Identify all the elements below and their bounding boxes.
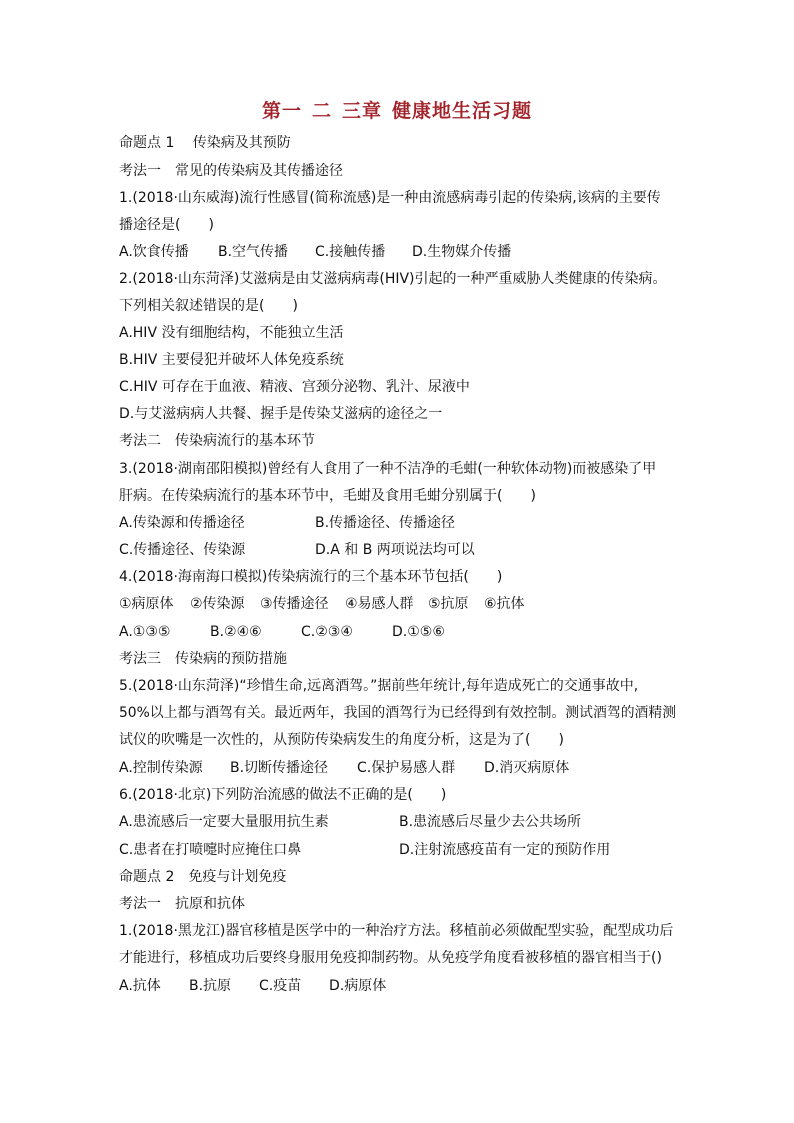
q2-option-a: A.HIV 没有细胞结构，不能独立生活 — [119, 325, 344, 341]
question-1-line-2: 播途径是( ) — [119, 217, 214, 233]
q3-option-b: B.传播途径、传播途径 — [315, 515, 456, 531]
title-part-4: 健康地生活习题 — [392, 100, 533, 122]
method-heading-2: 考法二 传染病流行的基本环节 — [119, 433, 315, 449]
s2-q1-option-c: C.疫苗 — [259, 978, 302, 994]
q4-option-c: C.②③④ — [301, 624, 353, 640]
q2-option-d: D.与艾滋病病人共餐、握手是传染艾滋病的途径之一 — [119, 406, 443, 422]
q3-option-a: A.传染源和传播途径 — [119, 515, 245, 531]
q4-item-2: ②传染源 — [190, 596, 245, 612]
q4-option-b: B.②④⑥ — [210, 624, 262, 640]
q6-option-a: A.患流感后一定要大量服用抗生素 — [119, 814, 329, 830]
s2-q1-option-b: B.抗原 — [189, 978, 232, 994]
q4-item-3: ③传播途径 — [260, 596, 329, 612]
question-3-line-1: 3.(2018·湖南邵阳模拟)曾经有人食用了一种不洁净的毛蚶(一种软体动物)而被感染了甲 — [119, 461, 657, 477]
q4-item-5: ⑤抗原 — [428, 596, 469, 612]
method-heading-1: 考法一 常见的传染病及其传播途径 — [119, 163, 343, 179]
q4-item-6: ⑥抗体 — [484, 596, 525, 612]
question-2-line-2: 下列相关叙述错误的是( ) — [119, 298, 298, 314]
question-4-line-1: 4.(2018·海南海口模拟)传染病流行的三个基本环节包括( ) — [119, 569, 503, 585]
question-5-line-1: 5.(2018·山东菏泽)“珍惜生命,远离酒驾。”据前些年统计,每年造成死亡的交通事故中, — [119, 678, 639, 694]
q4-option-a: A.①③⑤ — [119, 624, 171, 640]
q5-option-c: C.保护易感人群 — [357, 760, 456, 776]
q1-option-b: B.空气传播 — [218, 244, 289, 260]
method-heading-4: 考法一 抗原和抗体 — [119, 896, 245, 912]
page-title — [0, 96, 794, 123]
q5-option-d: D.消灭病原体 — [484, 760, 570, 776]
proposition-heading-1: 命题点 1 传染病及其预防 — [119, 135, 291, 151]
q6-option-d: D.注射流感疫苗有一定的预防作用 — [399, 842, 611, 858]
method-heading-3: 考法三 传染病的预防措施 — [119, 651, 287, 667]
proposition-heading-2: 命题点 2 免疫与计划免疫 — [119, 869, 287, 885]
question-6-line-1: 6.(2018·北京)下列防治流感的做法不正确的是( ) — [119, 787, 447, 803]
question-5-line-2: 50%以上都与酒驾有关。最近两年，我国的酒驾行为已经得到有效控制。测试酒驾的酒精测 — [119, 705, 677, 721]
q5-option-b: B.切断传播途径 — [230, 760, 329, 776]
title-part-2: 二 — [311, 100, 332, 122]
s2-question-1-line-1: 1.(2018·黑龙江)器官移植是医学中的一种治疗方法。移植前必须做配型实验，配型成功后 — [119, 923, 674, 939]
q4-item-1: ①病原体 — [119, 596, 174, 612]
title-part-1: 第一 — [261, 100, 302, 122]
question-3-line-2: 肝病。在传染病流行的基本环节中，毛蚶及食用毛蚶分别属于( ) — [119, 488, 536, 504]
q4-option-d: D.①⑤⑥ — [392, 624, 445, 640]
q6-option-b: B.患流感后尽量少去公共场所 — [399, 814, 582, 830]
q2-option-b: B.HIV 主要侵犯并破坏人体免疫系统 — [119, 352, 344, 368]
q1-option-d: D.生物媒介传播 — [412, 244, 512, 260]
s2-q1-option-a: A.抗体 — [119, 978, 161, 994]
s2-q1-option-d: D.病原体 — [329, 978, 387, 994]
q5-option-a: A.控制传染源 — [119, 760, 203, 776]
s2-question-1-line-2: 才能进行，移植成功后要终身服用免疫抑制药物。从免疫学角度看被移植的器官相当于() — [119, 950, 662, 966]
q6-option-c: C.患者在打喷嚏时应掩住口鼻 — [119, 842, 302, 858]
q1-option-a: A.饮食传播 — [119, 244, 189, 260]
q2-option-c: C.HIV 可存在于血液、精液、宫颈分泌物、乳汁、尿液中 — [119, 379, 470, 395]
q3-option-d: D.A 和 B 两项说法均可以 — [315, 542, 475, 558]
title-part-3: 三章 — [342, 100, 383, 122]
question-1-line-1: 1.(2018·山东威海)流行性感冒(简称流感)是一种由流感病毒引起的传染病,该病的主要传 — [119, 190, 661, 206]
question-2-line-1: 2.(2018·山东菏泽)艾滋病是由艾滋病病毒(HIV)引起的一种严重威胁人类健康的传染病。 — [119, 271, 667, 287]
q3-option-c: C.传播途径、传染源 — [119, 542, 246, 558]
q1-option-c: C.接触传播 — [315, 244, 386, 260]
q4-item-4: ④易感人群 — [345, 596, 414, 612]
question-5-line-3: 试仪的吹嘴是一次性的，从预防传染病发生的角度分析，这是为了( ) — [119, 732, 564, 748]
